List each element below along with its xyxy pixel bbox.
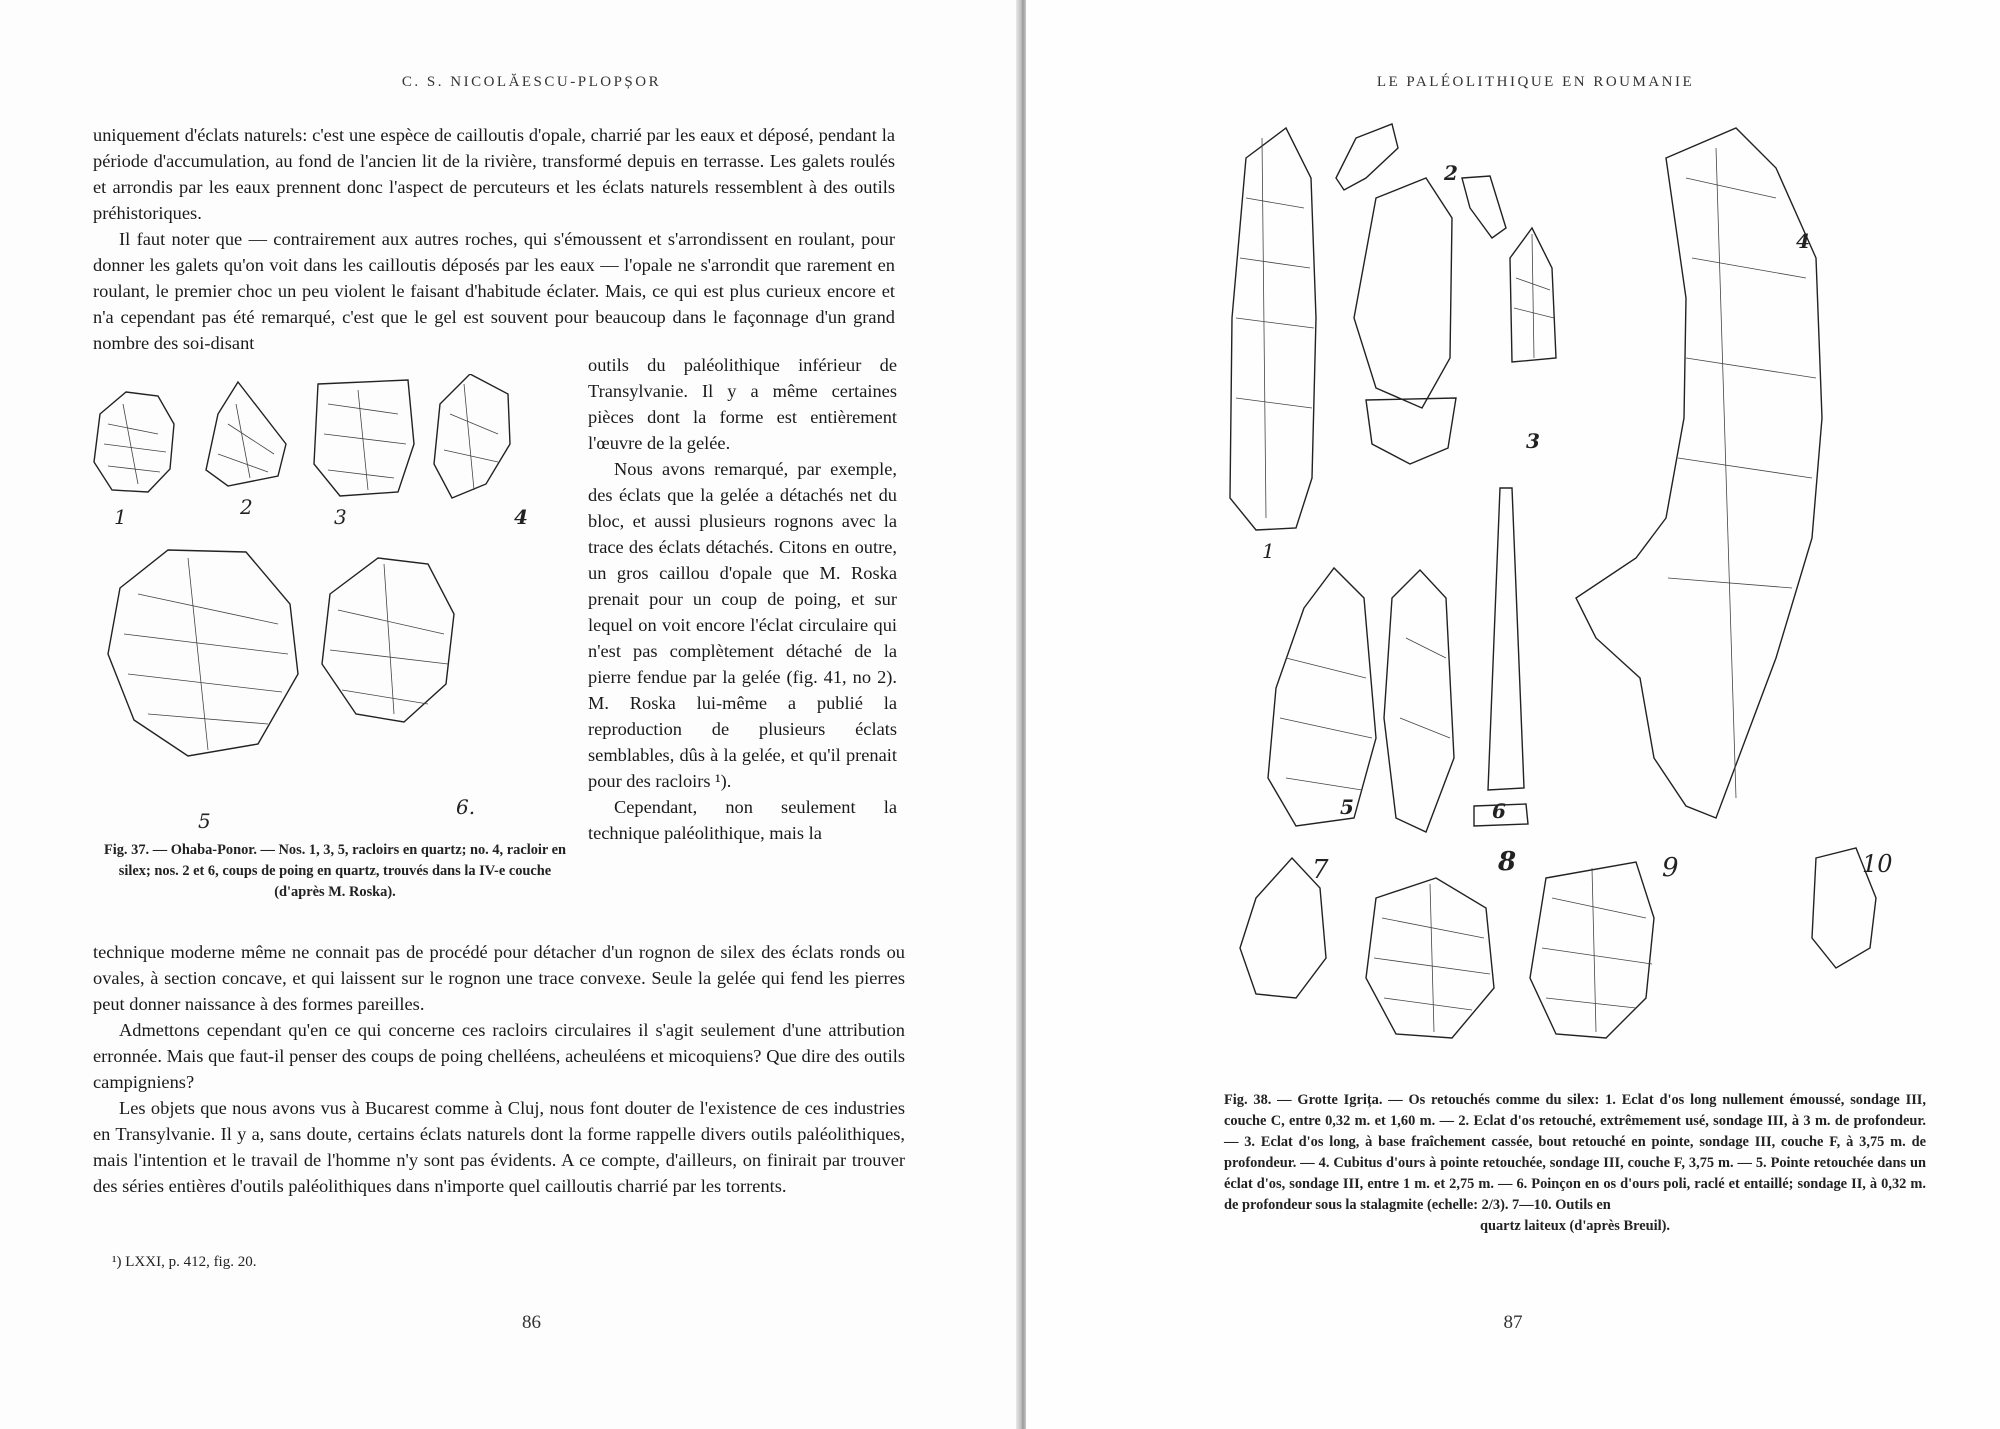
artifact-hatching xyxy=(218,404,274,478)
figure-number: 2 xyxy=(1444,161,1458,185)
artifact-drawing xyxy=(314,380,414,496)
figure-number: 2 xyxy=(240,495,253,519)
page-number-right: 87 xyxy=(1503,1312,1523,1333)
artifact-drawing xyxy=(1576,128,1822,818)
paragraph: technique moderne même ne connait pas de procédé pour détacher d'un rognon de silex des éclats ronds ou ovales, à section concave, et qui laissent sur le rognon une trace convexe. Seule la gelée qui fend les pierres peut donner naissance à des formes pareilles. xyxy=(93,942,905,1014)
figure-number: 6 xyxy=(1492,799,1506,823)
paragraph: Admettons cependant qu'en ce qui concerne ces racloirs circulaires il s'agit seulement d'une attribution erronnée. Mais que faut-il penser des coups de poing chelléens, acheuléens et micoquiens? Que dire des outils campigniens? xyxy=(93,1020,905,1092)
figure-38-drawings xyxy=(1216,118,1956,1078)
paragraph: Il faut noter que — contrairement aux autres roches, qui s'émoussent et s'arrondissent en roulant, pour donner les galets qu'on voit dans les cailloutis déposés par les eaux — l'opale ne s'arrondit que rarement en roulant, le premier choc un peu violent le faisant d'habitude éclater. Mais, ce qui est plus curieux encore et n'a cependant pas été remarqué, c'est que le gel est souvent pour beaucoup dans le façonnage d'un grand nombre des soi-disant xyxy=(93,229,895,353)
artifact-hatching xyxy=(124,558,288,750)
left-running-head: C. S. NICOLĂESCU-PLOPȘOR xyxy=(401,74,662,90)
left-top-text xyxy=(93,122,895,356)
artifact-drawing xyxy=(1462,176,1506,238)
figure-number: 7 xyxy=(1312,855,1329,885)
figure-number: 3 xyxy=(334,505,347,529)
paragraph: outils du paléolithique inférieur de Transylvanie. Il y a même certaines pièces dont la forme est entièrement l'œuvre de la gelée. xyxy=(588,355,897,453)
paragraph: Les objets que nous avons vus à Bucarest comme à Cluj, nous font douter de l'existence de ces industries en Transylvanie. Il y a, sans doute, certains éclats naturels dont la forme rappelle divers outils paléolithiques, mais l'intention et le travail de l'homme n'y sont pas évidents. A ce compte, d'ailleurs, on finirait par trouver des séries entières d'outils paléolithiques dans n'importe quel cailloutis charrié par les torrents. xyxy=(93,1098,905,1196)
left-side-text xyxy=(588,352,897,846)
artifact-drawing xyxy=(1354,178,1452,408)
figure-number: 9 xyxy=(1662,853,1679,883)
figure-number: 1 xyxy=(114,505,127,529)
artifact-drawing xyxy=(1336,124,1398,190)
artifact-hatching xyxy=(444,384,498,490)
artifact-hatching xyxy=(1668,148,1816,798)
figure-number: 1 xyxy=(1262,539,1275,563)
footnote: ¹) LXXI, p. 412, fig. 20. xyxy=(112,1254,257,1270)
right-page xyxy=(1026,0,2000,1429)
artifact-drawing xyxy=(94,392,174,492)
figure-38-caption-end: quartz laiteux (d'après Breuil). xyxy=(1479,1218,1670,1234)
artifact-drawing xyxy=(1530,862,1654,1038)
paragraph: uniquement d'éclats naturels: c'est une espèce de cailloutis d'opale, charrié par les eaux et déposé, pendant la période d'accumulation, au fond de l'ancien lit de la rivière, transformé depuis en terrasse. Les galets roulés et arrondis par les eaux prennent donc l'aspect de percuteurs et les éclats naturels ressemblent à des outils préhistoriques. xyxy=(93,125,895,223)
figure-38-caption xyxy=(1224,1090,1926,1237)
artifact-drawing xyxy=(434,374,510,498)
figure-number: 4 xyxy=(514,505,528,529)
figure-number: 10 xyxy=(1862,850,1893,878)
artifact-hatching xyxy=(1236,138,1314,518)
artifact-drawing xyxy=(1488,488,1524,790)
page-number-left: 86 xyxy=(522,1312,541,1333)
artifact-hatching xyxy=(104,404,166,484)
right-running-head: LE PALÉOLITHIQUE EN ROUMANIE xyxy=(1376,74,1695,90)
artifact-drawing xyxy=(1268,568,1376,826)
artifact-drawing xyxy=(206,382,286,486)
figure-number: 3 xyxy=(1526,429,1540,453)
figure-37-svg xyxy=(78,374,578,834)
artifact-hatching xyxy=(324,390,406,490)
figure-38-caption-text: Fig. 38. — Grotte Igrița. — Os retouchés comme du silex: 1. Eclat d'os long nullement émoussé, sondage III, couche C, entre 0,32 m. et 1,60 m. — 2. Eclat d'os retouché, extrêmement usé, sondage III, à 3 m. de profondeur. — 3. Eclat d'os long, à base fraîchement cassée, bout retouché en pointe, sondage III, couche F, à 3,75 m. de profondeur. — 4. Cubitus d'ours à pointe retouchée, sondage III, couche F, 3,75 m. — 5. Pointe retouchée dans un éclat d'os, sondage III, entre 1 m. et 2,75 m. — 6. Poinçon en os d'ours poli, raclé et entaillé; sondage II, à 0,32 m. de profondeur sous la stalagmite (echelle: 2/3). 7—10. Outils en xyxy=(1224,1092,1926,1213)
paragraph: Nous avons remarqué, par exemple, des éclats que la gelée a détachés net du bloc, et aussi plusieurs rognons avec la trace des éclats détachés. Citons en outre, un gros caillou d'opale que M. Roska prenait pour un coup de poing, et sur lequel on voit encore l'éclat circulaire qui n'est pas complètement détaché de la pierre fendue par la gelée (fig. 41, no 2). M. Roska lui-même a publié la reproduction de plusieurs éclats semblables, dûs à la gelée, et qu'il prenait pour des racloirs ¹). xyxy=(588,459,897,791)
artifact-drawing xyxy=(1384,570,1454,832)
artifact-drawing xyxy=(1230,128,1316,530)
figure-number: 5 xyxy=(198,809,211,833)
paragraph: Cependant, non seulement la technique paléolithique, mais la xyxy=(588,797,897,843)
artifact-hatching xyxy=(1542,868,1652,1032)
figure-number: 6. xyxy=(456,795,476,819)
figure-number: 8 xyxy=(1498,847,1517,877)
artifact-section xyxy=(1366,398,1456,464)
artifact-hatching xyxy=(1374,884,1490,1032)
left-bottom-text xyxy=(93,939,905,1199)
figure-number: 5 xyxy=(1340,795,1354,819)
artifact-hatching xyxy=(330,564,448,714)
figure-38-svg xyxy=(1216,118,1956,1078)
artifact-drawing xyxy=(108,550,298,756)
artifact-drawing xyxy=(1366,878,1494,1038)
figure-37-drawings xyxy=(78,374,578,834)
artifact-hatching xyxy=(1280,638,1450,790)
figure-37-caption: Fig. 37. — Ohaba-Ponor. — Nos. 1, 3, 5, racloirs en quartz; no. 4, racloir en silex; nos. 2 et 6, coups de poing en quartz, trouvés dans la IV-e couche (d'après M. Roska). xyxy=(103,842,567,900)
figure-number: 4 xyxy=(1796,229,1810,253)
artifact-hatching xyxy=(1514,234,1554,358)
